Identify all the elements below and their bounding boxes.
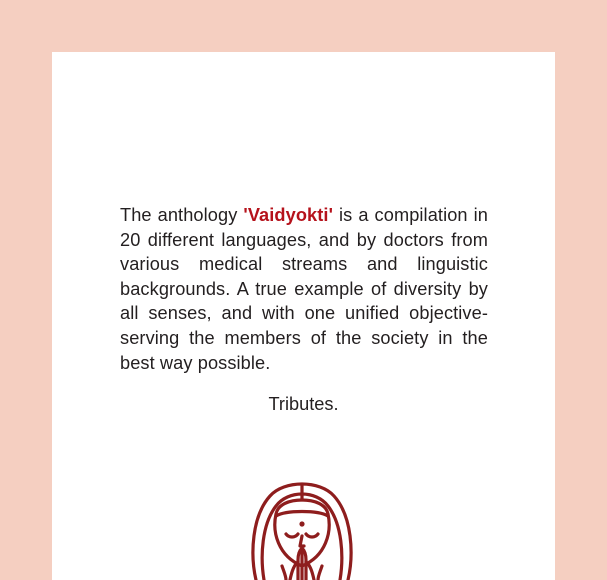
anthology-description [120,203,488,375]
tributes-text: Tributes. [268,394,339,414]
namaste-figure-icon [242,474,362,580]
description-intro: The anthology [120,205,244,225]
document-page [52,52,555,580]
anthology-title: 'Vaidyokti' [243,205,334,225]
description-body: is a compilation in 20 different languages, and by doctors from various medical streams and linguistic backgrounds. A true example of diversity by all senses, and with one unified objective- serving the members of the society in the best way possible. [120,205,488,373]
